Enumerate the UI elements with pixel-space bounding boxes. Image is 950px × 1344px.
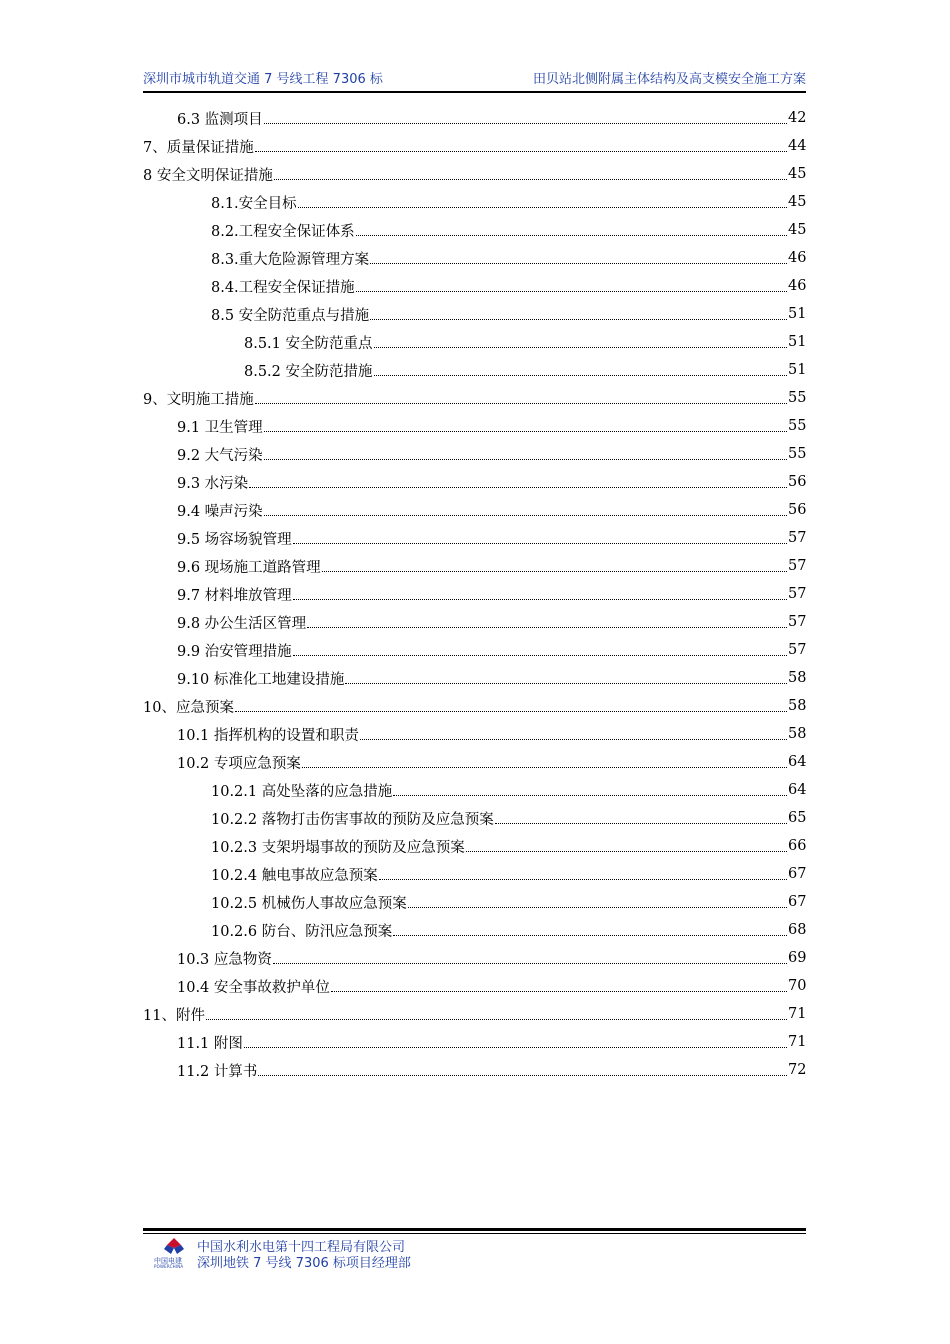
- toc-entry-title: 10.2.6 防台、防汛应急预案: [211, 923, 393, 940]
- toc-dot-leader: [264, 430, 787, 432]
- toc-dot-leader: [408, 906, 787, 908]
- toc-dot-leader: [302, 766, 787, 768]
- toc-entry[interactable]: [143, 608, 806, 636]
- toc-dot-leader: [331, 990, 787, 992]
- toc-dot-leader: [258, 1074, 787, 1076]
- toc-entry-page: 51: [788, 306, 807, 322]
- toc-entry-page: 64: [788, 754, 807, 770]
- toc-entry-page: 72: [788, 1062, 807, 1078]
- toc-entry-page: 65: [788, 810, 807, 826]
- toc-entry-page: 42: [788, 110, 807, 126]
- toc-entry-page: 45: [788, 222, 807, 238]
- toc-dot-leader: [370, 318, 787, 320]
- toc-entry-title: 11、附件: [143, 1007, 205, 1024]
- toc-entry[interactable]: [143, 1000, 806, 1028]
- toc-entry-title: 8.5 安全防范重点与措施: [211, 307, 370, 324]
- toc-entry[interactable]: [143, 272, 806, 300]
- toc-entry-title: 10.2.5 机械伤人事故应急预案: [211, 895, 407, 912]
- footer-department: 深圳地铁 7 号线 7306 标项目经理部: [197, 1256, 411, 1271]
- toc-entry-title: 8.4.工程安全保证措施: [211, 279, 355, 296]
- toc-dot-leader: [393, 794, 787, 796]
- toc-entry-title: 9.5 场容场貌管理: [177, 531, 292, 548]
- toc-entry[interactable]: [143, 748, 806, 776]
- toc-entry-title: 11.1 附图: [177, 1035, 243, 1052]
- toc-entry[interactable]: [143, 916, 806, 944]
- toc-entry[interactable]: [143, 664, 806, 692]
- toc-dot-leader: [356, 234, 787, 236]
- toc-entry-page: 70: [788, 978, 807, 994]
- toc-entry-title: 9.6 现场施工道路管理: [177, 559, 321, 576]
- toc-entry[interactable]: [143, 104, 806, 132]
- toc-entry-page: 45: [788, 166, 807, 182]
- toc-entry-title: 10.3 应急物资: [177, 951, 272, 968]
- footer-rule-thin: [143, 1233, 806, 1234]
- toc-dot-leader: [322, 570, 787, 572]
- toc-entry-page: 58: [788, 670, 807, 686]
- toc-entry[interactable]: [143, 188, 806, 216]
- toc-dot-leader: [293, 542, 787, 544]
- toc-entry[interactable]: [143, 524, 806, 552]
- table-of-contents: [143, 104, 806, 1084]
- toc-entry-page: 44: [788, 138, 807, 154]
- toc-dot-leader: [293, 654, 787, 656]
- page-header: [143, 66, 806, 88]
- toc-entry[interactable]: [143, 440, 806, 468]
- toc-entry-title: 9、文明施工措施: [143, 391, 254, 408]
- toc-entry-title: 9.7 材料堆放管理: [177, 587, 292, 604]
- toc-entry[interactable]: [143, 972, 806, 1000]
- toc-entry-page: 57: [788, 530, 807, 546]
- toc-entry[interactable]: [143, 888, 806, 916]
- toc-entry-title: 10.1 指挥机构的设置和职责: [177, 727, 359, 744]
- toc-dot-leader: [206, 1018, 787, 1020]
- toc-dot-leader: [255, 402, 787, 404]
- toc-entry[interactable]: [143, 636, 806, 664]
- toc-entry-title: 10.2.3 支架坍塌事故的预防及应急预案: [211, 839, 465, 856]
- toc-dot-leader: [374, 374, 787, 376]
- toc-entry-title: 8.1.安全目标: [211, 195, 297, 212]
- toc-entry[interactable]: [143, 692, 806, 720]
- toc-entry[interactable]: [143, 132, 806, 160]
- toc-dot-leader: [255, 150, 787, 152]
- toc-entry-page: 55: [788, 418, 807, 434]
- toc-entry[interactable]: [143, 832, 806, 860]
- toc-entry-page: 57: [788, 614, 807, 630]
- toc-entry[interactable]: [143, 804, 806, 832]
- toc-entry-page: 58: [788, 726, 807, 742]
- toc-entry-title: 8 安全文明保证措施: [143, 167, 273, 184]
- toc-entry-title: 9.9 治安管理措施: [177, 643, 292, 660]
- toc-entry-page: 71: [788, 1006, 807, 1022]
- toc-entry-title: 10、应急预案: [143, 699, 234, 716]
- toc-entry-page: 71: [788, 1034, 807, 1050]
- toc-entry-page: 56: [788, 502, 807, 518]
- toc-entry[interactable]: [143, 944, 806, 972]
- toc-dot-leader: [298, 206, 787, 208]
- toc-dot-leader: [495, 822, 787, 824]
- toc-entry-title: 9.10 标准化工地建设措施: [177, 671, 345, 688]
- toc-entry[interactable]: [143, 412, 806, 440]
- toc-entry-page: 66: [788, 838, 807, 854]
- toc-dot-leader: [235, 710, 787, 712]
- toc-entry-title: 9.3 水污染: [177, 475, 249, 492]
- toc-entry[interactable]: [143, 552, 806, 580]
- toc-entry-page: 67: [788, 866, 807, 882]
- toc-dot-leader: [264, 514, 787, 516]
- toc-dot-leader: [360, 738, 787, 740]
- toc-dot-leader: [307, 626, 787, 628]
- toc-dot-leader: [244, 1046, 787, 1048]
- toc-entry-title: 10.4 安全事故救护单位: [177, 979, 330, 996]
- toc-entry-title: 8.5.2 安全防范措施: [244, 363, 373, 380]
- toc-entry-page: 55: [788, 390, 807, 406]
- toc-entry[interactable]: [143, 468, 806, 496]
- toc-entry[interactable]: [143, 356, 806, 384]
- toc-entry-page: 45: [788, 194, 807, 210]
- toc-entry-page: 69: [788, 950, 807, 966]
- header-rule: [143, 91, 806, 93]
- toc-entry-page: 67: [788, 894, 807, 910]
- footer-company: 中国水利水电第十四工程局有限公司: [197, 1240, 406, 1255]
- toc-dot-leader: [356, 290, 787, 292]
- toc-entry-page: 55: [788, 446, 807, 462]
- toc-entry-title: 9.4 噪声污染: [177, 503, 263, 520]
- toc-entry[interactable]: [143, 1056, 806, 1084]
- toc-entry[interactable]: [143, 580, 806, 608]
- toc-entry-page: 57: [788, 586, 807, 602]
- toc-dot-leader: [249, 486, 787, 488]
- toc-entry-title: 10.2.4 触电事故应急预案: [211, 867, 378, 884]
- toc-entry[interactable]: [143, 328, 806, 356]
- toc-dot-leader: [274, 178, 787, 180]
- toc-dot-leader: [273, 962, 787, 964]
- toc-entry-title: 9.1 卫生管理: [177, 419, 263, 436]
- toc-entry[interactable]: [143, 496, 806, 524]
- toc-entry-title: 7、质量保证措施: [143, 139, 254, 156]
- toc-entry-page: 46: [788, 278, 807, 294]
- toc-dot-leader: [370, 262, 787, 264]
- toc-entry-page: 68: [788, 922, 807, 938]
- logo-text: 中国电建: [154, 1257, 182, 1265]
- toc-entry-title: 11.2 计算书: [177, 1063, 258, 1080]
- toc-dot-leader: [345, 682, 787, 684]
- toc-entry-title: 10.2 专项应急预案: [177, 755, 301, 772]
- toc-dot-leader: [264, 122, 787, 124]
- toc-entry[interactable]: [143, 720, 806, 748]
- toc-entry[interactable]: [143, 384, 806, 412]
- toc-entry[interactable]: [143, 776, 806, 804]
- toc-entry-title: 8.3.重大危险源管理方案: [211, 251, 370, 268]
- toc-entry-page: 46: [788, 250, 807, 266]
- toc-dot-leader: [293, 598, 787, 600]
- toc-entry-page: 57: [788, 558, 807, 574]
- toc-entry[interactable]: [143, 860, 806, 888]
- toc-entry-page: 56: [788, 474, 807, 490]
- toc-entry-title: 6.3 监测项目: [177, 111, 263, 128]
- toc-entry-page: 51: [788, 362, 807, 378]
- toc-entry[interactable]: [143, 216, 806, 244]
- toc-dot-leader: [393, 934, 787, 936]
- header-document-title: 田贝站北侧附属主体结构及高支模安全施工方案: [532, 72, 806, 87]
- toc-entry-title: 10.2.1 高处坠落的应急措施: [211, 783, 393, 800]
- toc-entry[interactable]: [143, 244, 806, 272]
- toc-entry-title: 9.8 办公生活区管理: [177, 615, 307, 632]
- toc-entry[interactable]: [143, 160, 806, 188]
- toc-entry-title: 8.5.1 安全防范重点: [244, 335, 373, 352]
- toc-entry-title: 8.2.工程安全保证体系: [211, 223, 355, 240]
- header-project-name: 深圳市城市轨道交通 7 号线工程 7306 标: [143, 72, 383, 87]
- toc-entry-page: 51: [788, 334, 807, 350]
- toc-entry-title: 10.2.2 落物打击伤害事故的预防及应急预案: [211, 811, 494, 828]
- footer-rule-thick: [143, 1228, 806, 1231]
- logo-subtext: POWERCHINA: [154, 1264, 184, 1269]
- toc-entry-title: 9.2 大气污染: [177, 447, 263, 464]
- toc-dot-leader: [466, 850, 787, 852]
- toc-dot-leader: [374, 346, 787, 348]
- toc-entry[interactable]: [143, 300, 806, 328]
- toc-entry-page: 64: [788, 782, 807, 798]
- toc-dot-leader: [264, 458, 787, 460]
- toc-entry[interactable]: [143, 1028, 806, 1056]
- toc-entry-page: 57: [788, 642, 807, 658]
- toc-entry-page: 58: [788, 698, 807, 714]
- toc-dot-leader: [379, 878, 787, 880]
